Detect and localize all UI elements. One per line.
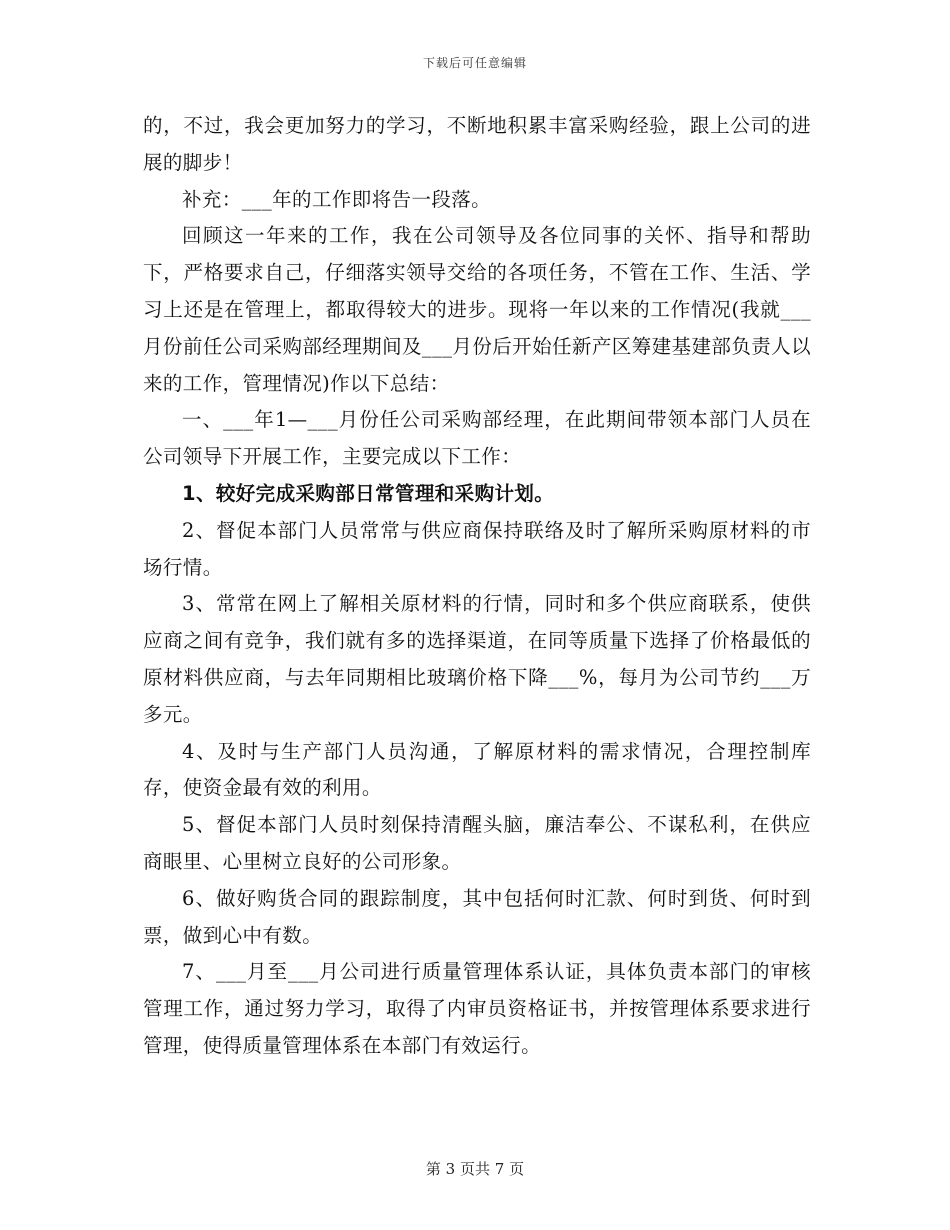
paragraph-item-6: 6、做好购货合同的跟踪制度，其中包括何时汇款、何时到货、何时到票，做到心中有数。: [143, 886, 811, 947]
paragraph-section-one: 一、___年1—___月份任公司采购部经理，在此期间带领本部门人员在公司领导下开展工作，主要完成以下工作：: [143, 408, 811, 469]
paragraph-supplement: 补充：___年的工作即将告一段落。: [182, 187, 492, 211]
page-header: 下载后可任意编辑: [422, 56, 527, 70]
paragraph-item-2: 2、督促本部门人员常常与供应商保持联络及时了解所采购原材料的市场行情。: [143, 518, 811, 579]
paragraph-review: 回顾这一年来的工作，我在公司领导及各位同事的关怀、指导和帮助下，严格要求自己，仔细落实领导交给的各项任务，不管在工作、生活、学习上还是在管理上，都取得较大的进步。现将一年以来的工作情况(我就___月份前任公司采购部经理期间及___月份后开始任新产区筹建基建部负责人以来的工作，管理情况)作以下总结：: [143, 224, 811, 395]
paragraph-item-5: 5、督促本部门人员时刻保持清醒头脑，廉洁奉公、不谋私利，在供应商眼里、心里树立良好的公司形象。: [143, 813, 811, 873]
paragraph-continuation: 的，不过，我会更加努力的学习，不断地积累丰富采购经验，跟上公司的进展的脚步！: [143, 114, 811, 174]
page-footer: 第 3 页共 7 页: [425, 1160, 525, 1178]
paragraph-item-7: 7、___月至___月公司进行质量管理体系认证，具体负责本部门的审核管理工作，通过努力学习，取得了内审员资格证书，并按管理体系要求进行管理，使得质量管理体系在本部门有效运行。: [143, 960, 811, 1057]
paragraph-item-4: 4、及时与生产部门人员沟通，了解原材料的需求情况，合理控制库存，使资金最有效的利用。: [143, 739, 811, 800]
paragraph-item-3: 3、常常在网上了解相关原材料的行情，同时和多个供应商联系，使供应商之间有竞争，我们就有多的选择渠道，在同等质量下选择了价格最低的原材料供应商，与去年同期相比玻璃价格下降___%，每月为公司节约___万多元。: [143, 592, 811, 726]
document-body: [143, 108, 811, 1065]
paragraph-item-1: 1、较好完成采购部日常管理和采购计划。: [182, 481, 555, 505]
